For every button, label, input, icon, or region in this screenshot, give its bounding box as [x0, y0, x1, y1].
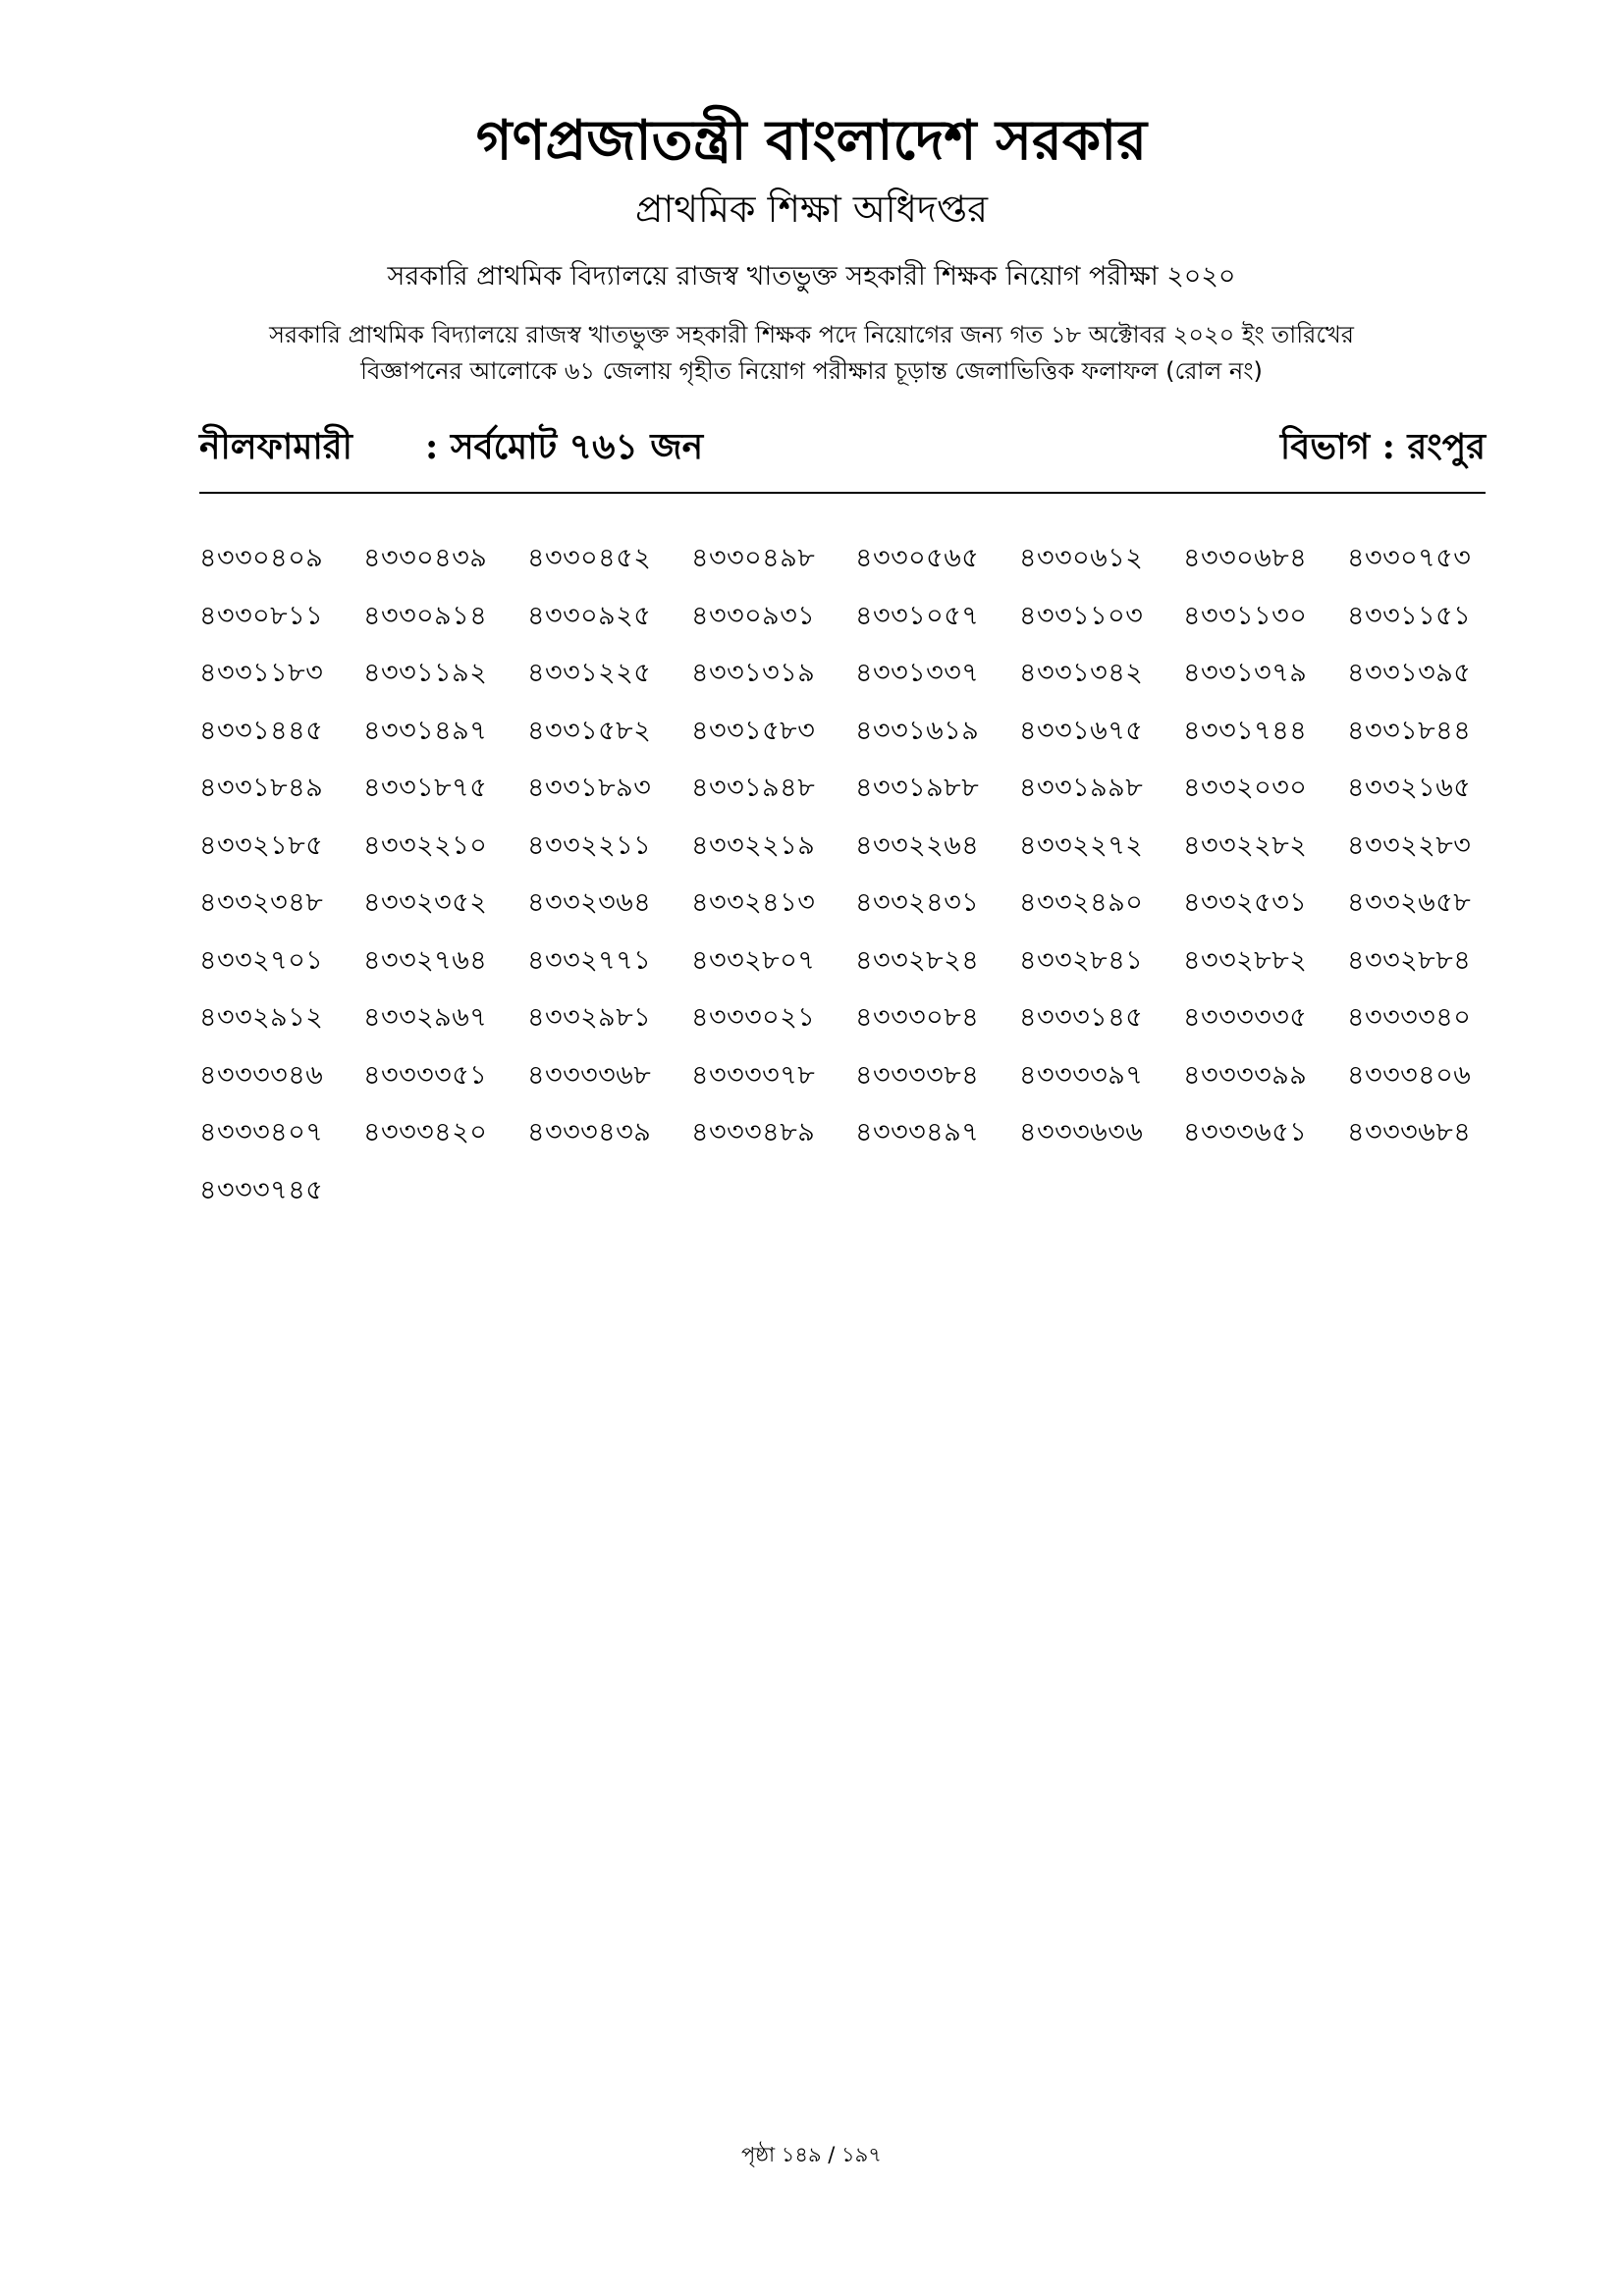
department-title: প্রাথমিক শিক্ষা অধিদপ্তর — [634, 187, 989, 231]
roll-number: ৪৩৩১৬৭৫ — [1019, 715, 1144, 746]
roll-number: ৪৩৩৩৩৪০ — [1347, 1002, 1472, 1033]
roll-number: ৪৩৩২৪১৩ — [691, 887, 816, 918]
roll-number: ৪৩৩২৮৮৪ — [1347, 944, 1472, 976]
roll-number-list — [199, 530, 1511, 1219]
roll-number: ৪৩৩৩৬৩৬ — [1019, 1117, 1144, 1148]
roll-number: ৪৩৩২২৭২ — [1019, 829, 1144, 861]
result-notice — [0, 317, 1623, 390]
roll-number: ৪৩৩৩৩৫১ — [363, 1059, 488, 1091]
roll-number: ৪৩৩৩০২১ — [691, 1002, 816, 1033]
exam-name: সরকারি প্রাথমিক বিদ্যালয়ে রাজস্ব খাতভুক্ত সহকারী শিক্ষক নিয়োগ পরীক্ষা ২০২০ — [387, 261, 1236, 292]
roll-number: ৪৩৩১৪৯৭ — [363, 715, 488, 746]
roll-number: ৪৩৩২৯৮১ — [527, 1002, 652, 1033]
roll-number: ৪৩৩২৩৬৪ — [527, 887, 652, 918]
roll-number: ৪৩৩১৩৪২ — [1019, 658, 1144, 688]
roll-number: ৪৩৩১৯৪৮ — [691, 773, 816, 803]
roll-number: ৪৩৩১১৮৩ — [199, 658, 324, 688]
roll-number: ৪৩৩৩৬৫১ — [1183, 1117, 1308, 1148]
roll-number: ৪৩৩১৫৮২ — [527, 715, 652, 746]
roll-number: ৪৩৩২৭০১ — [199, 944, 324, 976]
roll-number: ৪৩৩১১৩০ — [1183, 600, 1308, 631]
roll-number: ৪৩৩০৪৫২ — [527, 543, 652, 573]
roll-number: ৪৩৩২৯১২ — [199, 1002, 324, 1033]
roll-number: ৪৩৩০৬১২ — [1019, 543, 1144, 573]
roll-number: ৪৩৩১৩৯৫ — [1347, 658, 1472, 688]
roll-number: ৪৩৩০৭৫৩ — [1347, 543, 1472, 573]
roll-number: ৪৩৩২৫৩১ — [1183, 887, 1308, 918]
roll-number: ৪৩৩১৪৪৫ — [199, 715, 324, 746]
roll-number: ৪৩৩২৮৪১ — [1019, 944, 1144, 976]
government-title: গণপ্রজাতন্ত্রী বাংলাদেশ সরকার — [475, 108, 1148, 173]
roll-number: ৪৩৩৩৭৪৫ — [199, 1174, 324, 1205]
roll-number: ৪৩৩২৯৬৭ — [363, 1002, 488, 1033]
roll-number: ৪৩৩০৯২৫ — [527, 600, 652, 631]
roll-number: ৪৩৩০৫৬৫ — [855, 543, 980, 573]
roll-number: ৪৩৩০৮১১ — [199, 600, 324, 631]
roll-number: ৪৩৩২২৮৩ — [1347, 829, 1472, 861]
roll-number: ৪৩৩৩৪৮৯ — [691, 1117, 816, 1148]
notice-line-2: বিজ্ঞাপনের আলোকে ৬১ জেলায় গৃহীত নিয়োগ পরীক্ষার চূড়ান্ত জেলাভিত্তিক ফলাফল (রোল নং) — [360, 357, 1263, 385]
roll-number: ৪৩৩১৩৩৭ — [855, 658, 980, 688]
roll-number: ৪৩৩৩৬৮৪ — [1347, 1117, 1472, 1148]
page-number: পৃষ্ঠা ১৪৯ / ১৯৭ — [741, 2143, 882, 2166]
roll-number: ৪৩৩২৪৩১ — [855, 887, 980, 918]
roll-number: ৪৩৩০৪৩৯ — [363, 543, 488, 573]
roll-number: ৪৩৩৩৪০৭ — [199, 1117, 324, 1148]
roll-number: ৪৩৩২৬৫৮ — [1347, 887, 1472, 918]
roll-number: ৪৩৩৩৪৩৯ — [527, 1117, 652, 1148]
roll-number: ৪৩৩০৬৮৪ — [1183, 543, 1308, 573]
roll-number: ৪৩৩২৭৭১ — [527, 944, 652, 976]
roll-number: ৪৩৩২২৮২ — [1183, 829, 1308, 861]
roll-number: ৪৩৩৩৪২০ — [363, 1117, 488, 1148]
roll-number: ৪৩৩১৮৯৩ — [527, 773, 652, 803]
division-label: বিভাগ : রংপুর — [1279, 426, 1486, 467]
roll-number: ৪৩৩১৮৪৪ — [1347, 715, 1472, 746]
roll-number: ৪৩৩১২২৫ — [527, 658, 652, 688]
roll-number: ৪৩৩০৯৩১ — [691, 600, 816, 631]
roll-number: ৪৩৩২২৬৪ — [855, 829, 980, 861]
roll-number: ৪৩৩২৩৪৮ — [199, 887, 324, 918]
roll-number: ৪৩৩১৫৮৩ — [691, 715, 816, 746]
roll-number: ৪৩৩৩০৮৪ — [855, 1002, 980, 1033]
header-divider — [199, 492, 1486, 494]
roll-number: ৪৩৩৩৩৪৬ — [199, 1059, 324, 1091]
roll-number: ৪৩৩২৪৯০ — [1019, 887, 1144, 918]
notice-line-1: সরকারি প্রাথমিক বিদ্যালয়ে রাজস্ব খাতভুক্ত সহকারী শিক্ষক পদে নিয়োগের জন্য গত ১৮ অক্টোবর ২০২০ ইং তারিখের — [269, 321, 1354, 348]
roll-number: ৪৩৩২০৩০ — [1183, 773, 1308, 803]
roll-number: ৪৩৩১৩৭৯ — [1183, 658, 1308, 688]
roll-number: ৪৩৩৩৩৩৫ — [1183, 1002, 1308, 1033]
district-name: নীলফামারী — [199, 426, 352, 467]
roll-number: ৪৩৩০৪৯৮ — [691, 543, 816, 573]
roll-number: ৪৩৩২৮৮২ — [1183, 944, 1308, 976]
roll-number: ৪৩৩৩৩৭৮ — [691, 1059, 816, 1091]
roll-number: ৪৩৩১৮৭৫ — [363, 773, 488, 803]
roll-number: ৪৩৩৩৩৯৭ — [1019, 1059, 1144, 1091]
district-header — [199, 422, 1486, 471]
roll-number: ৪৩৩২৮২৪ — [855, 944, 980, 976]
roll-number: ৪৩৩৩৪০৬ — [1347, 1059, 1472, 1091]
roll-number: ৪৩৩৩৩৮৪ — [855, 1059, 980, 1091]
roll-number: ৪৩৩৩৩৬৮ — [527, 1059, 652, 1091]
roll-number: ৪৩৩৩৩৯৯ — [1183, 1059, 1308, 1091]
roll-number: ৪৩৩১১৫১ — [1347, 600, 1472, 631]
roll-number: ৪৩৩০৪০৯ — [199, 543, 324, 573]
roll-number: ৪৩৩৩৪৯৭ — [855, 1117, 980, 1148]
roll-number: ৪৩৩২৭৬৪ — [363, 944, 488, 976]
roll-number: ৪৩৩১৮৪৯ — [199, 773, 324, 803]
roll-number: ৪৩৩০৯১৪ — [363, 600, 488, 631]
roll-number: ৪৩৩২২১০ — [363, 829, 488, 861]
roll-number: ৪৩৩৩১৪৫ — [1019, 1002, 1144, 1033]
roll-number: ৪৩৩২২১১ — [527, 829, 652, 861]
roll-number: ৪৩৩২৩৫২ — [363, 887, 488, 918]
district-total: : সর্বমোট ৭৬১ জন — [425, 426, 704, 467]
roll-number: ৪৩৩১৯৯৮ — [1019, 773, 1144, 803]
roll-number: ৪৩৩১৬১৯ — [855, 715, 980, 746]
roll-number: ৪৩৩১০৫৭ — [855, 600, 980, 631]
roll-number: ৪৩৩২১৬৫ — [1347, 773, 1472, 803]
roll-number: ৪৩৩২১৮৫ — [199, 829, 324, 861]
roll-number: ৪৩৩২২১৯ — [691, 829, 816, 861]
roll-number: ৪৩৩১১০৩ — [1019, 600, 1144, 631]
roll-number: ৪৩৩১৩১৯ — [691, 658, 816, 688]
roll-number: ৪৩৩১৯৮৮ — [855, 773, 980, 803]
roll-number: ৪৩৩২৮০৭ — [691, 944, 816, 976]
roll-number: ৪৩৩১৭৪৪ — [1183, 715, 1308, 746]
roll-number: ৪৩৩১১৯২ — [363, 658, 488, 688]
